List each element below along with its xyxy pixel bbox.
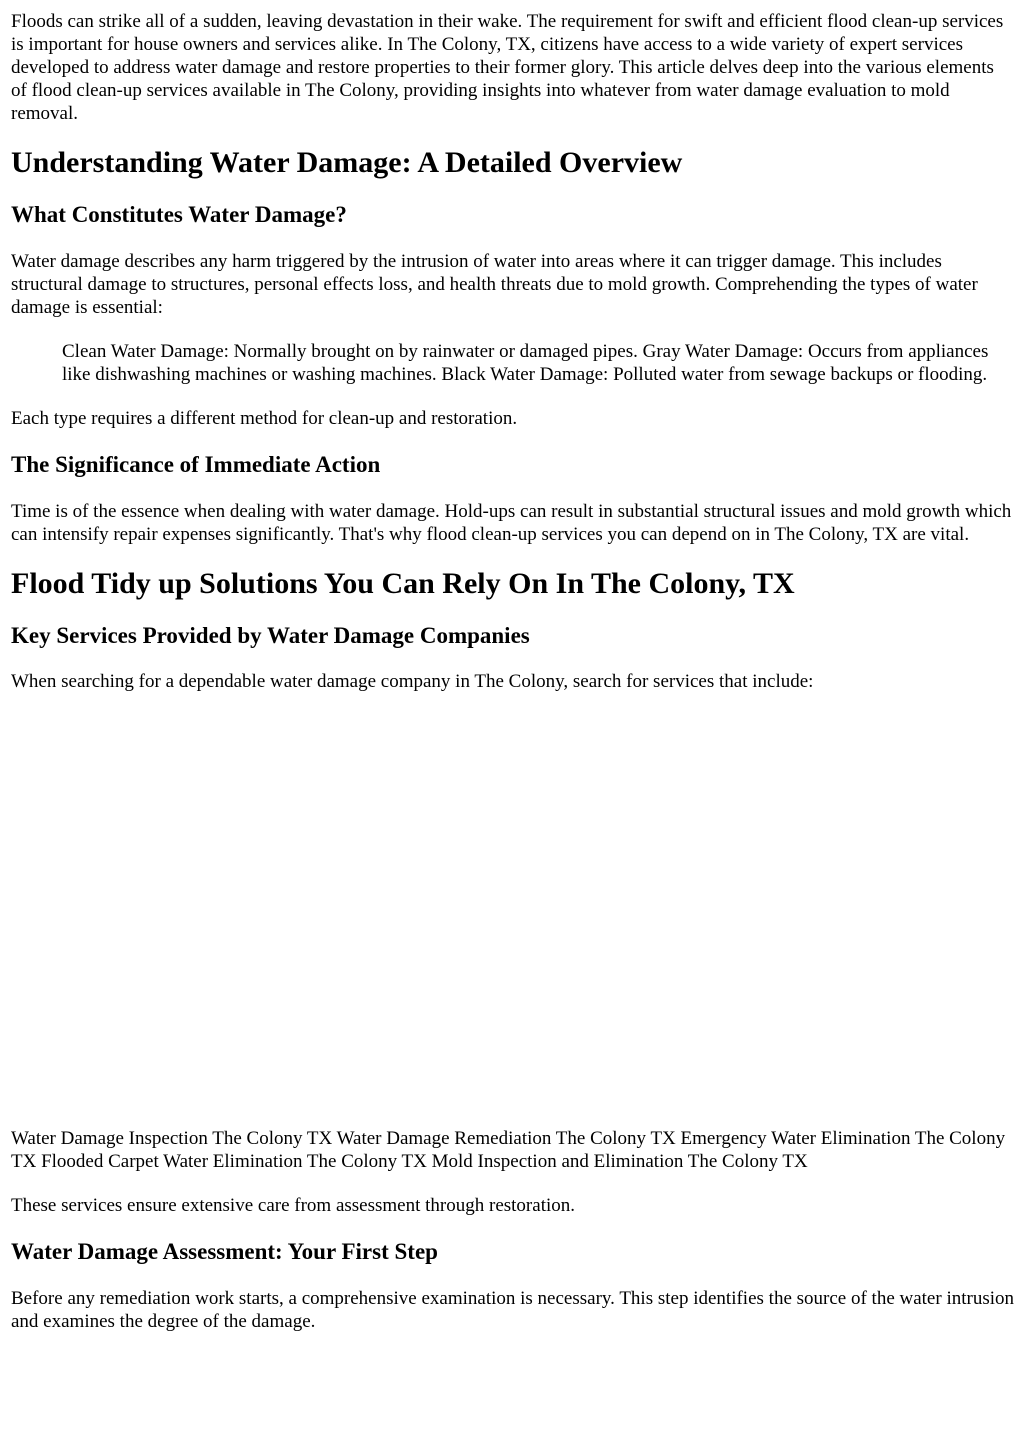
intro-paragraph: Floods can strike all of a sudden, leaving devastation in their wake. The requirement for swift and efficient flood clean-up services is important for house owners and services alike. In The Colony, TX, citizens have access to a wide variety of expert services developed to address water damage and restore properties to their former glory. This article delves deep into the various elements of flood clean-up services available in The Colony, providing insights into whatever from water damage evaluation to mold removal. (11, 11, 1004, 124)
heading-what-constitutes: What Constitutes Water Damage? (11, 202, 347, 227)
heading-flood-solutions: Flood Tidy up Solutions You Can Rely On In The Colony, TX (11, 567, 795, 600)
water-damage-types-quote: Clean Water Damage: Normally brought on by rainwater or damaged pipes. Gray Water Damage: Occurs from appliances like dishwashing machines or washing machines. Black Water Damage: Polluted water from sewage backups or flooding. (62, 341, 989, 385)
paragraph-immediate-action: Time is of the essence when dealing with water damage. Hold-ups can result in substantial structural issues and mold growth which can intensify repair expenses significantly. That's why flood clean-up services you can depend on in The Colony, TX are vital. (11, 501, 1012, 545)
article (0, 10, 1024, 1333)
services-list-text: Water Damage Inspection The Colony TX Water Damage Remediation The Colony TX Emergency Water Elimination The Colony TX Flooded Carpet Water Elimination The Colony TX Mold Inspection and Elimination The Colony TX (11, 1128, 1006, 1172)
paragraph-ensure-care: These services ensure extensive care from assessment through restoration. (11, 1195, 575, 1216)
blank-media-area (11, 693, 1014, 1127)
heading-assessment: Water Damage Assessment: Your First Step (11, 1239, 438, 1264)
paragraph-each-type: Each type requires a different method for clean-up and restoration. (11, 408, 518, 429)
heading-immediate-action: The Significance of Immediate Action (11, 452, 381, 477)
heading-key-services: Key Services Provided by Water Damage Companies (11, 623, 530, 648)
heading-water-damage-overview: Understanding Water Damage: A Detailed Overview (11, 146, 683, 179)
paragraph-key-services: When searching for a dependable water damage company in The Colony, search for services that include: (11, 671, 814, 692)
paragraph-assessment: Before any remediation work starts, a comprehensive examination is necessary. This step identifies the source of the water intrusion and examines the degree of the damage. (11, 1288, 1015, 1332)
paragraph-what-constitutes: Water damage describes any harm triggered by the intrusion of water into areas where it can trigger damage. This includes structural damage to structures, personal effects loss, and health threats due to mold growth. Comprehending the types of water damage is essential: (11, 251, 978, 318)
